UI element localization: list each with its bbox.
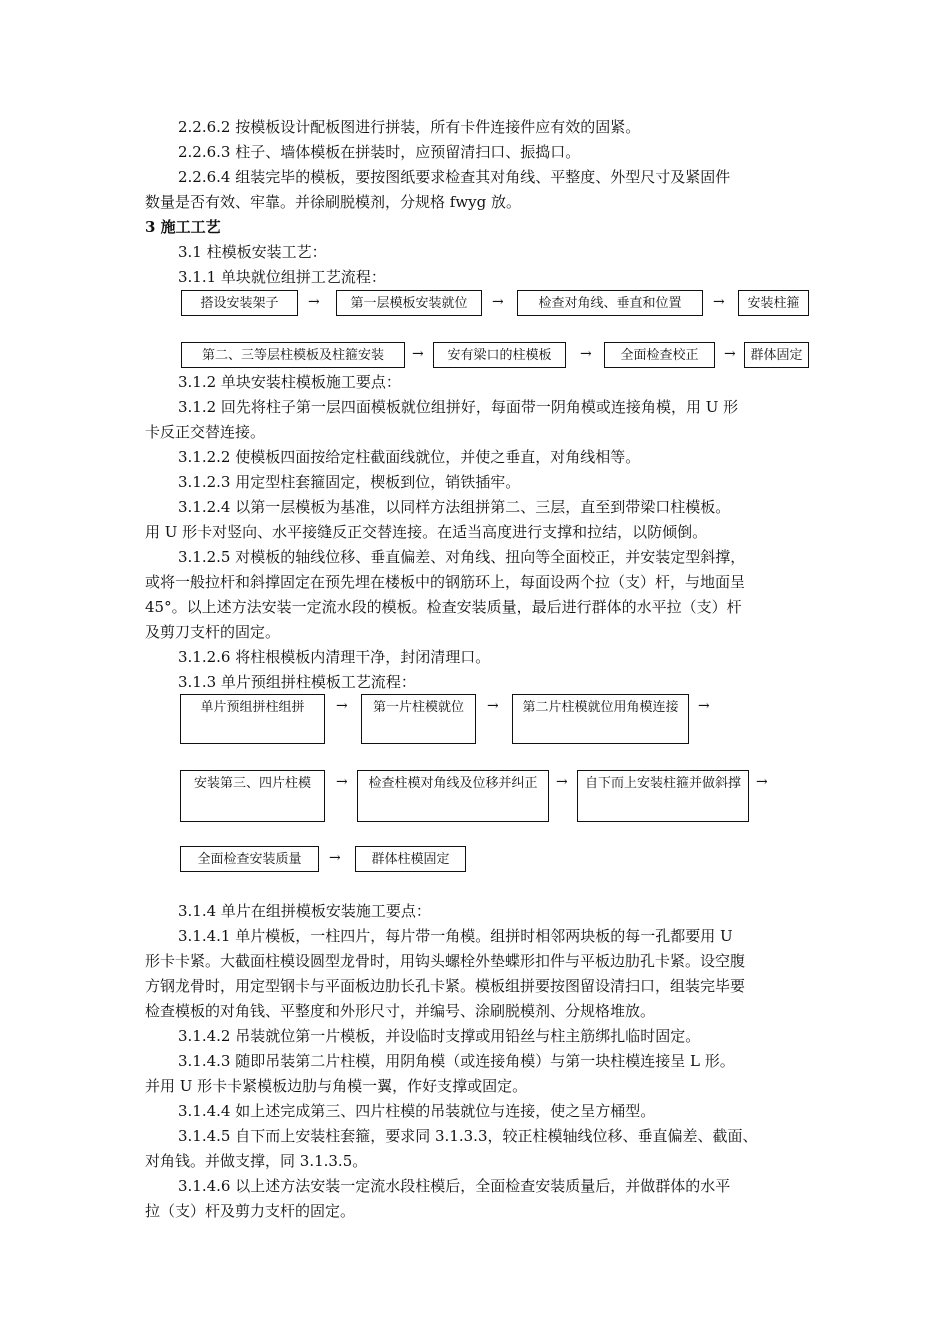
flow1-box-1: 搭设安装架子	[181, 290, 298, 316]
para-3-1-4-5: 3.1.4.5 自下而上安装柱套箍，要求同 3.1.3.3，较正柱模轴线位移、垂直偏差、截面、	[178, 1127, 758, 1145]
para-3-1-4-1-cont3: 检查模板的对角钱、平整度和外形尺寸，并编号、涂刷脱模剂、分规格堆放。	[145, 1002, 656, 1020]
flow1-box-5: 第二、三等层柱模板及柱箍安装	[181, 342, 405, 368]
heading-3-1-2: 3.1.2 单块安装柱模板施工要点：	[178, 373, 401, 391]
para-2-2-6-2: 2.2.6.2 按模板设计配板图进行拼装，所有卡件连接件应有效的固紧。	[178, 118, 641, 136]
flow2-arrow-6: →	[756, 774, 768, 790]
flow2-box-1: 单片预组拼柱组拼	[180, 694, 325, 744]
flow2-box-7: 全面检查安装质量	[180, 846, 319, 872]
heading-3-1-3: 3.1.3 单片预组拼柱模板工艺流程：	[178, 673, 416, 691]
flow2-arrow-5: →	[556, 774, 568, 790]
para-3-1-4-6: 3.1.4.6 以上述方法安装一定流水段柱模后，全面检查安装质量后，并做群体的水平	[178, 1177, 731, 1195]
para-3-1-4-6-cont: 拉（支）杆及剪力支杆的固定。	[145, 1202, 356, 1220]
flow1-arrow-6: →	[724, 346, 736, 362]
para-3-1-2-3: 3.1.2.3 用定型柱套箍固定，楔板到位，销铁插牢。	[178, 473, 521, 491]
flow2-box-6: 自下而上安装柱箍并做斜撑	[577, 770, 749, 822]
para-3-1-2-4: 3.1.2.4 以第一层模板为基准，以同样方法组拼第二、三层，直至到带梁口柱模板。	[178, 498, 731, 516]
para-3-1-2-4-cont: 用 U 形卡对竖向、水平接缝反正交替连接。在适当高度进行支撑和拉结，以防倾倒。	[145, 523, 708, 541]
para-3-1-2-5-cont2: 45°。以上述方法安装一定流水段的模板。检查安装质量，最后进行群体的水平拉（支）杆	[145, 598, 742, 616]
flow1-arrow-1: →	[308, 294, 320, 310]
flow1-box-4: 安装柱箍	[738, 290, 809, 316]
para-3-1-4-4: 3.1.4.4 如上述完成第三、四片柱模的吊装就位与连接，使之呈方桶型。	[178, 1102, 656, 1120]
flow2-box-3: 第二片柱模就位用角模连接	[512, 694, 689, 744]
flow1-arrow-5: →	[580, 346, 592, 362]
flow2-box-2: 第一片柱模就位	[361, 694, 476, 744]
heading-3-1-1: 3.1.1 单块就位组拼工艺流程：	[178, 268, 386, 286]
para-3-1-4-1-cont2: 方钢龙骨时，用定型钢卡与平面板边肋长孔卡紧。模板组拼要按图留设清扫口，组装完毕要	[145, 977, 746, 995]
para-2-2-6-3: 2.2.6.3 柱子、墙体模板在拼装时，应预留清扫口、振捣口。	[178, 143, 581, 161]
flow2-arrow-7: →	[329, 850, 341, 866]
para-3-1-2-2: 3.1.2.2 使模板四面按给定柱截面线就位，并使之垂直，对角线相等。	[178, 448, 641, 466]
flow1-box-8: 群体固定	[744, 342, 809, 368]
para-3-1-4-1-cont1: 形卡卡紧。大截面柱模设圆型龙骨时，用钩头螺栓外垫蝶形扣件与平板边肋孔卡紧。设空腹	[145, 952, 746, 970]
para-2-2-6-4-cont: 数量是否有效、牢靠。并徐刷脱模剂，分规格 fwyg 放。	[145, 193, 522, 211]
flow1-box-6: 安有梁口的柱模板	[433, 342, 566, 368]
para-3-1-2-5-cont1: 或将一般拉杆和斜撑固定在预先埋在楼板中的钢筋环上，每面设两个拉（支）杆，与地面呈	[145, 573, 746, 591]
para-2-2-6-4: 2.2.6.4 组装完毕的模板，要按图纸要求检查其对角线、平整度、外型尺寸及紧固件	[178, 168, 731, 186]
flow2-arrow-2: →	[487, 698, 499, 714]
heading-3-1-4: 3.1.4 单片在组拼模板安装施工要点：	[178, 902, 431, 920]
flow2-arrow-4: →	[336, 774, 348, 790]
para-3-1-4-2: 3.1.4.2 吊装就位第一片模板，并设临时支撑或用铅丝与柱主筋绑扎临时固定。	[178, 1027, 701, 1045]
flow1-box-7: 全面检查校正	[604, 342, 715, 368]
para-3-1-4-5-cont: 对角钱。并做支撑，同 3.1.3.5。	[145, 1152, 368, 1170]
flow2-arrow-3: →	[698, 698, 710, 714]
para-3-1-2-5-cont3: 及剪刀支杆的固定。	[145, 623, 281, 641]
para-3-1-4-1: 3.1.4.1 单片模板，一柱四片，每片带一角模。组拼时相邻两块板的每一孔都要用 U	[178, 927, 733, 945]
flow1-arrow-4: →	[412, 346, 424, 362]
section-heading-3: 3 施工工艺	[145, 218, 221, 236]
flow1-box-3: 检查对角线、垂直和位置	[517, 290, 703, 316]
flow2-box-4: 安装第三、四片柱模	[180, 770, 325, 822]
flow2-box-5: 检查柱模对角线及位移并纠正	[357, 770, 549, 822]
flow2-arrow-1: →	[336, 698, 348, 714]
para-3-1-2: 3.1.2 回先将柱子第一层四面模板就位组拼好，每面带一阴角模或连接角模，用 U 形	[178, 398, 739, 416]
para-3-1-2-6: 3.1.2.6 将柱根模板内清理干净，封闭清理口。	[178, 648, 491, 666]
para-3-1-4-3-cont: 并用 U 形卡卡紧模板边肋与角模一翼，作好支撑或固定。	[145, 1077, 528, 1095]
para-3-1-2-cont: 卡反正交替连接。	[145, 423, 266, 441]
flow1-arrow-2: →	[492, 294, 504, 310]
para-3-1-4-3: 3.1.4.3 随即吊装第二片柱模，用阴角模（或连接角模）与第一块柱模连接呈 L 形。	[178, 1052, 735, 1070]
flow1-box-2: 第一层模板安装就位	[336, 290, 482, 316]
heading-3-1: 3.1 柱模板安装工艺：	[178, 243, 327, 261]
flow2-box-8: 群体柱模固定	[355, 846, 466, 872]
para-3-1-2-5: 3.1.2.5 对模板的轴线位移、垂直偏差、对角线、扭向等全面校正，并安装定型斜撑，	[178, 548, 746, 566]
flow1-arrow-3: →	[713, 294, 725, 310]
